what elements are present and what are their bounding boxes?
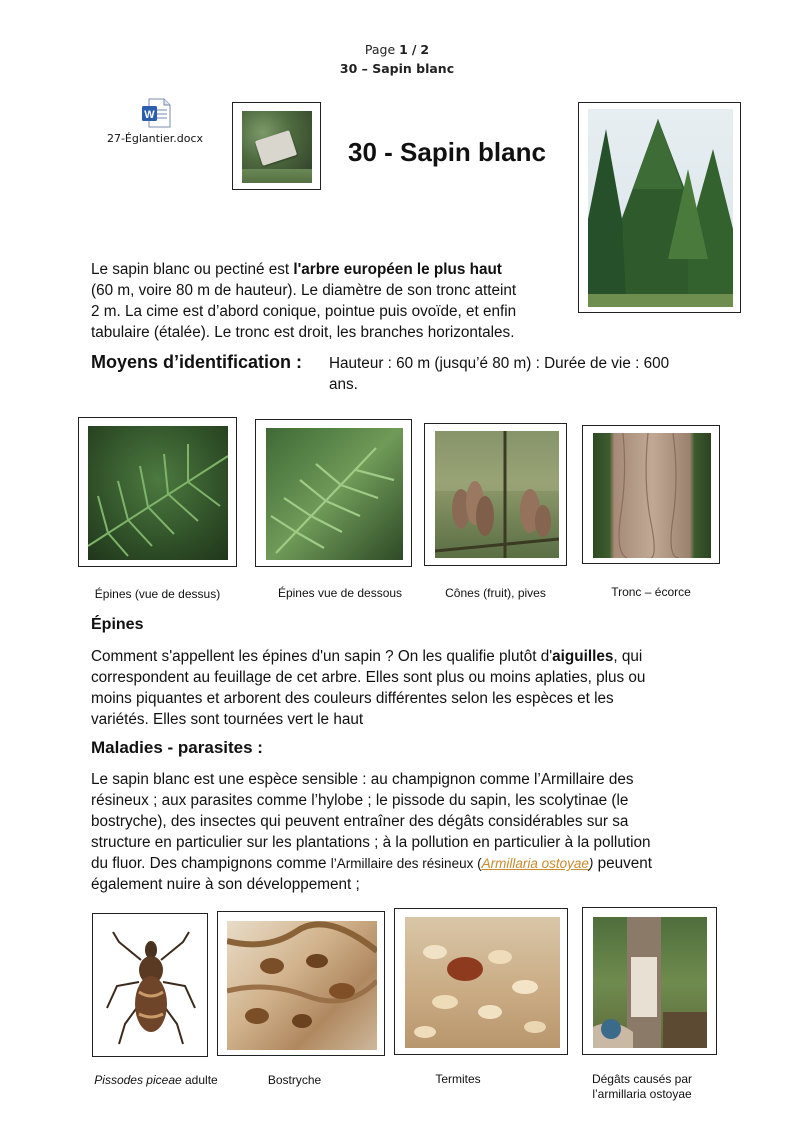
epines-bold-aiguilles: aiguilles <box>552 648 614 665</box>
identification-line-2: ans. <box>329 376 358 393</box>
epines-heading: Épines <box>91 616 144 633</box>
bostryche-photo-frame <box>217 911 385 1056</box>
maladies-text: du fluor. Des champignons comme <box>91 855 331 872</box>
epines-line-2 <box>91 667 711 688</box>
intro-line-2: (60 m, voire 80 m de hauteur). Le diamètre de son tronc atteint <box>91 282 517 299</box>
bark-photo <box>593 433 711 558</box>
cones-photo <box>435 431 559 558</box>
epines-text: Comment s'appellent les épines d'un sapin ? On les qualifie plutôt d' <box>91 648 553 665</box>
maladies-text-small: ) <box>588 856 594 871</box>
caption-armillaria-line-2: l’armillaria ostoyae <box>592 1087 692 1101</box>
epines-text: , qui <box>613 648 643 665</box>
needles-top-photo-frame <box>78 417 237 567</box>
intro-line-1 <box>91 259 561 280</box>
maladies-line-1: Le sapin blanc est une espèce sensible : au champignon comme l’Armillaire des <box>91 771 634 788</box>
attachment-filename[interactable]: 27-Églantier.docx <box>106 132 204 145</box>
caption-armillaria-line-1: Dégâts causés par <box>591 1072 693 1086</box>
svg-text:W: W <box>144 109 155 121</box>
sign-photo <box>242 111 312 183</box>
epines-text: correspondent au feuillage de cet arbre. Elles sont plus ou moins <box>91 669 535 686</box>
maladies-text-small: l’Armillaire des résineux ( <box>330 856 482 871</box>
caption-cones: Cônes (fruit), pives <box>445 586 546 600</box>
tree-photo-frame <box>578 102 741 313</box>
caption-pissodes-adult: adulte <box>181 1073 218 1087</box>
maladies-line-6: également nuire à son développement ; <box>91 876 360 893</box>
caption-armillaria <box>582 1072 702 1102</box>
page-number: 1 <box>399 42 408 57</box>
bark-photo-frame <box>582 425 720 564</box>
epines-text: , plus ou <box>587 669 646 686</box>
maladies-line-4: structure en particulier sur les plantations ; à la pollution en particulier à la pollution <box>91 834 651 851</box>
caption-termites: Termites <box>435 1072 481 1086</box>
caption-bostryche: Bostryche <box>267 1073 322 1087</box>
bostryche-photo <box>227 921 377 1050</box>
page-counter <box>0 42 794 57</box>
intro-line-4: tabulaire (étalée). Le tronc est droit, les branches horizontales. <box>91 324 515 341</box>
maladies-text: peuvent <box>593 855 653 872</box>
caption-bark: Tronc – écorce <box>611 585 691 599</box>
header-title: 30 – Sapin blanc <box>339 61 455 76</box>
epines-text: aplaties <box>534 669 588 686</box>
caption-pissodes-species: Pissodes piceae <box>94 1073 182 1087</box>
tree-photo <box>588 109 733 307</box>
maladies-heading: Maladies - parasites : <box>91 738 263 757</box>
intro-paragraph <box>91 259 561 343</box>
epines-line-1 <box>91 646 711 667</box>
armillaria-photo-frame <box>582 907 717 1055</box>
cones-photo-frame <box>424 423 567 566</box>
page-label: Page <box>364 42 396 57</box>
maladies-paragraph <box>91 769 721 895</box>
page-separator: / <box>411 42 417 57</box>
armillaria-photo <box>593 917 707 1048</box>
caption-needles-top: Épines (vue de dessus) <box>94 587 221 601</box>
page-total: 2 <box>420 42 430 57</box>
identification-line-1: Hauteur : 60 m (jusqu’é 80 m) : Durée de vie : 600 <box>329 355 670 372</box>
maladies-line-3: bostryche), des insectes qui peuvent entraîner des dégâts considérables sur sa <box>91 813 629 830</box>
epines-paragraph <box>91 646 711 730</box>
caption-pissodes <box>86 1073 226 1087</box>
identification-heading: Moyens d’identification : <box>91 352 303 372</box>
epines-line-4: variétés. Elles sont tournées vert le haut <box>91 711 364 728</box>
page-title: 30 - Sapin blanc <box>348 137 546 167</box>
pissodes-photo-frame <box>92 913 208 1057</box>
intro-bold: l'arbre européen le plus haut <box>293 261 502 278</box>
intro-text: Le sapin blanc ou pectiné est <box>91 261 294 278</box>
pissodes-photo <box>99 920 203 1052</box>
intro-line-3: 2 m. La cime est d’abord conique, pointue puis ovoïde, et enfin <box>91 303 517 320</box>
identification-text <box>329 353 709 395</box>
sign-photo-frame <box>232 102 321 190</box>
epines-line-3: moins piquantes et arborent des couleurs différentes selon les espèces et les <box>91 690 614 707</box>
sign-plate <box>255 130 297 166</box>
needles-under-photo-frame <box>255 419 412 567</box>
needles-under-photo <box>266 428 403 560</box>
needles-top-photo <box>88 426 228 560</box>
caption-needles-under: Épines vue de dessous <box>277 586 403 600</box>
termites-photo <box>405 917 560 1048</box>
termites-photo-frame <box>394 908 568 1055</box>
maladies-line-5 <box>91 853 721 874</box>
word-doc-icon[interactable] <box>140 98 172 128</box>
armillaria-link[interactable]: Armillaria ostoyae <box>481 856 589 871</box>
maladies-line-2: résineux ; aux parasites comme l’hylobe ; le pissode du sapin, les scolytinae (le <box>91 792 629 809</box>
